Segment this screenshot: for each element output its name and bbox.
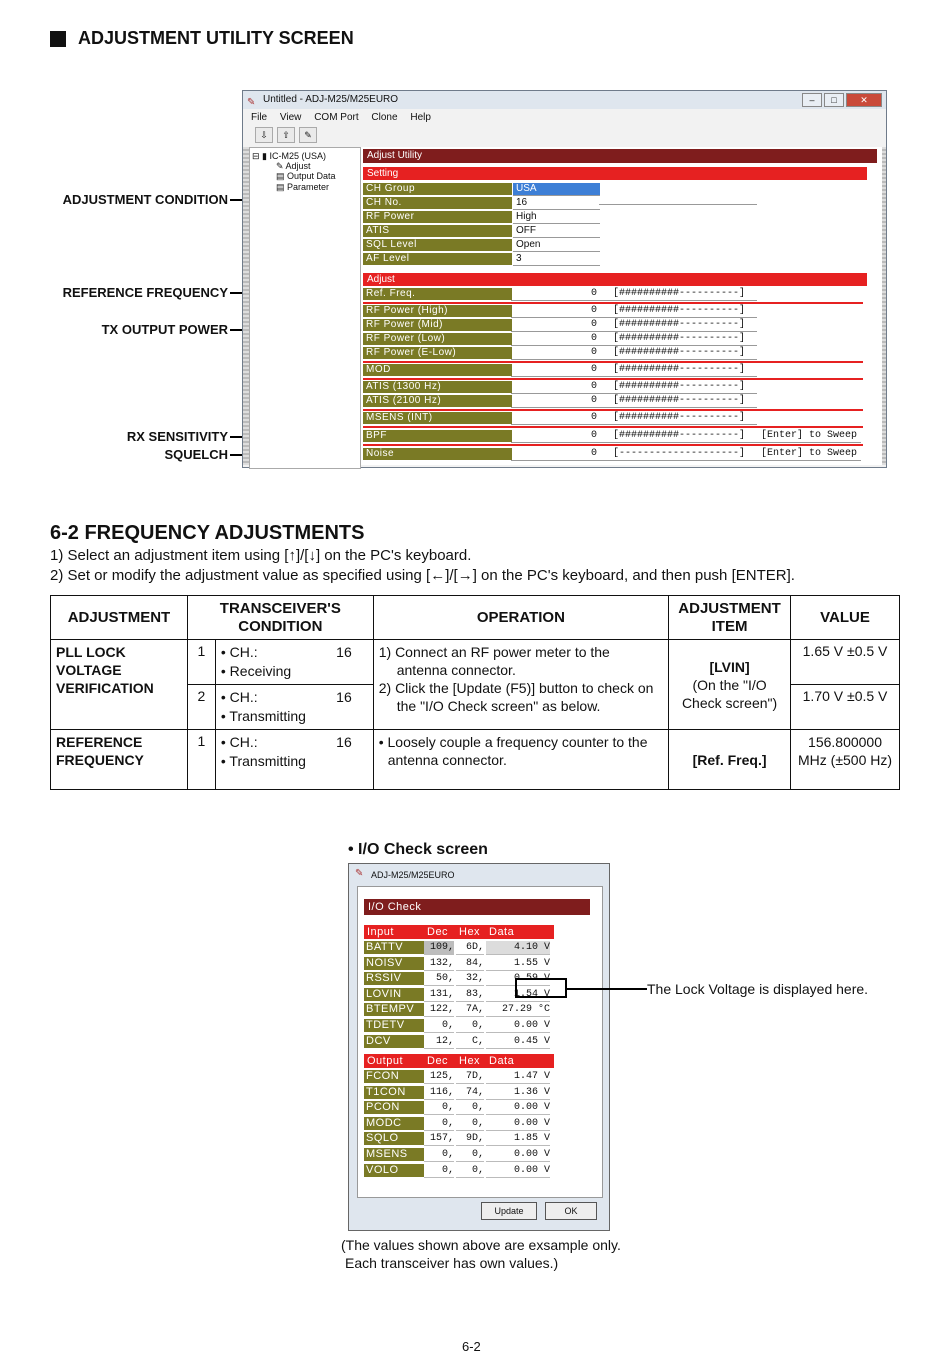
adjust-row-label[interactable]: RF Power (High) [363, 305, 512, 317]
io-signal-name: T1CON [364, 1086, 424, 1099]
adjust-row-value: 0 [591, 430, 598, 441]
io-signal-name: FCON [364, 1070, 424, 1083]
adjust-row-value: 0 [591, 448, 598, 459]
adjust-row-value: 0 [591, 305, 598, 316]
setting-title: Setting [363, 167, 867, 180]
adjust-row-bar: [##########----------] [613, 430, 746, 441]
menu-bar [243, 110, 886, 126]
io-cell-value: 0, [424, 1164, 454, 1178]
io-cell-value: 0.00 V [486, 1164, 550, 1178]
row-underline [511, 424, 757, 425]
col-operation: OPERATION [373, 596, 668, 640]
io-window-title: ADJ-M25/M25EURO [371, 870, 455, 880]
io-signal-name: SQLO [364, 1132, 424, 1145]
ref-name: REFERENCE FREQUENCY [51, 730, 188, 790]
io-col-header: Dec [427, 1055, 449, 1067]
setting-label: CH Group [363, 183, 512, 195]
adjust-row-label[interactable]: RF Power (E-Low) [363, 347, 512, 359]
adjustment-table [50, 595, 900, 790]
menu-help[interactable]: Help [410, 112, 431, 123]
io-cell-value: 157, [424, 1132, 454, 1146]
io-cell-value: 0, [456, 1117, 484, 1131]
adjust-row-bar: [##########----------] [613, 381, 746, 392]
tree-item-adjust[interactable]: ✎ Adjust [276, 161, 311, 171]
ref-cond1: • CH.: 16 • Transmitting [215, 730, 373, 790]
row-underline [511, 376, 757, 377]
pll-cond2: • CH.: 16 • Transmitting [215, 685, 373, 730]
adjust-row-bar: [##########----------] [613, 412, 746, 423]
close-icon[interactable]: ✕ [846, 93, 882, 107]
io-cell-value: 125, [424, 1070, 454, 1084]
adjust-icon[interactable]: ✎ [299, 127, 317, 143]
setting-value[interactable]: 16 [513, 197, 600, 210]
row-separator [363, 426, 863, 428]
adjust-row-action[interactable]: [Enter] to Sweep [761, 448, 858, 459]
toolbar [243, 127, 886, 145]
adjust-row-label[interactable]: ATIS (2100 Hz) [363, 395, 512, 407]
step-1: 1) Select an adjustment item using [↑]/[↓] on the PC's keyboard. [50, 547, 472, 564]
io-cell-value: 12, [424, 1035, 454, 1049]
row-separator [363, 444, 863, 446]
square-bullet-icon [50, 31, 66, 47]
io-cell-value: 0, [424, 1019, 454, 1033]
col-condition: TRANSCEIVER'S CONDITION [187, 596, 373, 640]
adjust-row-value: 0 [591, 347, 598, 358]
io-cell-value: 0.00 V [486, 1117, 550, 1131]
io-col-header: Output [367, 1055, 404, 1067]
io-cell-value: 131, [424, 988, 454, 1002]
adjust-row-bar: [##########----------] [613, 333, 746, 344]
setting-label: SQL Level [363, 239, 512, 251]
io-col-header: Dec [427, 926, 449, 938]
io-cell-value: 0, [424, 1117, 454, 1131]
row-separator [363, 361, 863, 363]
setting-label: CH No. [363, 197, 512, 209]
io-cell-value: 50, [424, 972, 454, 986]
ref-item: [Ref. Freq.] [669, 730, 791, 790]
ok-button[interactable]: OK [545, 1202, 597, 1220]
adjust-utility-window [242, 90, 887, 468]
io-signal-name: PCON [364, 1101, 424, 1114]
tree-root[interactable]: ⊟ ▮ IC-M25 (USA) [252, 151, 327, 161]
callout-squelch: SQUELCH [164, 447, 228, 462]
menu-view[interactable]: View [279, 112, 302, 123]
adjust-row-label[interactable]: RF Power (Low) [363, 333, 512, 345]
section-header [50, 28, 354, 49]
adjust-panel [361, 147, 882, 465]
io-signal-name: VOLO [364, 1164, 424, 1177]
adjust-row-value: 0 [591, 288, 598, 299]
callout-tx-output-power: TX OUTPUT POWER [101, 322, 228, 337]
adjust-row-label[interactable]: MOD [363, 364, 512, 376]
io-cell-value: 0, [456, 1164, 484, 1178]
io-cell-value: 1.47 V [486, 1070, 550, 1084]
leader-line [567, 988, 647, 990]
io-cell-value: 4.10 V [486, 941, 550, 955]
col-item: ADJUSTMENT ITEM [669, 596, 791, 640]
adjust-title: Adjust [363, 273, 867, 286]
adjust-row-action[interactable]: [Enter] to Sweep [761, 430, 858, 441]
callout-adjustment-condition: ADJUSTMENT CONDITION [62, 192, 228, 207]
io-cell-value: 0.45 V [486, 1035, 550, 1049]
io-cell-value: 0.00 V [486, 1148, 550, 1162]
io-cell-value: 0, [424, 1148, 454, 1162]
row-separator [363, 409, 863, 411]
setting-value[interactable]: High [513, 211, 600, 224]
adjust-row-label[interactable]: Ref. Freq. [363, 288, 512, 300]
ref-operation: • Loosely couple a frequency counter to the antenna connector. [373, 730, 668, 790]
adjust-row-value: 0 [591, 319, 598, 330]
setting-value[interactable]: Open [513, 239, 600, 252]
adjust-row-bar: [##########----------] [613, 364, 746, 375]
io-cell-value: 0.00 V [486, 1019, 550, 1033]
col-adjustment: ADJUSTMENT [51, 596, 188, 640]
row-underline [511, 345, 757, 346]
divider [599, 204, 757, 205]
tree-item-parameter[interactable]: ▤ Parameter [276, 182, 330, 192]
io-check-caption: • I/O Check screen [348, 841, 488, 858]
callout-rx-sensitivity: RX SENSITIVITY [126, 429, 228, 444]
setting-label: RF Power [363, 211, 512, 223]
io-cell-value: 1.36 V [486, 1086, 550, 1100]
io-col-header: Input [367, 926, 394, 938]
adjust-row-value: 0 [591, 333, 598, 344]
io-cell-value: 7A, [456, 1003, 484, 1017]
adjust-row-label[interactable]: ATIS (1300 Hz) [363, 381, 512, 393]
io-signal-name: DCV [364, 1035, 424, 1048]
setting-label: ATIS [363, 225, 512, 237]
adjust-row-bar: [##########----------] [613, 395, 746, 406]
io-cell-value: 7D, [456, 1070, 484, 1084]
adjust-row-value: 0 [591, 364, 598, 375]
tree-item-output-data[interactable]: ▤ Output Data [276, 171, 336, 181]
window-titlebar [243, 91, 886, 109]
row-underline [511, 460, 861, 461]
io-signal-name: BTEMPV [364, 1003, 424, 1016]
io-cell-value: 84, [456, 957, 484, 971]
io-signal-name: TDETV [364, 1019, 424, 1032]
io-cell-value: 1.85 V [486, 1132, 550, 1146]
io-check-window [348, 863, 610, 1231]
io-cell-value: 0, [456, 1019, 484, 1033]
row-underline [511, 359, 757, 360]
pll-operation: 1) Connect an RF power meter to the antenna connector. 2) Click the [Update (F5)] button to check on the "I/O Check screen" as below. [373, 640, 668, 730]
setting-value[interactable]: OFF [513, 225, 600, 238]
io-cell-value: 9D, [456, 1132, 484, 1146]
io-table-header [364, 925, 554, 939]
left-scrollbar[interactable] [243, 147, 249, 465]
row-separator [363, 378, 863, 380]
adjust-row-bar: [##########----------] [613, 288, 746, 299]
io-cell-value: 74, [456, 1086, 484, 1100]
minimize-icon[interactable]: – [802, 93, 822, 107]
io-panel [357, 886, 603, 1198]
io-signal-name: LOVIN [364, 988, 424, 1001]
pll-cond2-num: 2 [187, 685, 215, 730]
io-signal-name: MODC [364, 1117, 424, 1130]
io-cell-value: 0, [424, 1101, 454, 1115]
adjust-row-bar: [##########----------] [613, 305, 746, 316]
read-icon[interactable]: ⇩ [255, 127, 273, 143]
io-table-header [364, 1054, 554, 1068]
section-title: 6-2 FREQUENCY ADJUSTMENTS [50, 522, 365, 544]
io-cell-value: 0.00 V [486, 1101, 550, 1115]
row-underline [511, 407, 757, 408]
io-cell-value: 116, [424, 1086, 454, 1100]
io-signal-name: NOISV [364, 957, 424, 970]
adjust-row-label[interactable]: Noise [363, 448, 512, 460]
pll-cond1: • CH.: 16 • Receiving [215, 640, 373, 685]
panel-title: Adjust Utility [363, 149, 877, 163]
io-cell-value: 27.29 °C [486, 1003, 550, 1017]
io-col-header: Hex [459, 926, 481, 938]
pll-item: [LVIN] (On the "I/O Check screen") [669, 640, 791, 730]
pll-name: PLL LOCK VOLTAGE VERIFICATION [51, 640, 188, 730]
ref-cond1-num: 1 [187, 730, 215, 790]
adjust-row-label[interactable]: RF Power (Mid) [363, 319, 512, 331]
update-button[interactable]: Update [481, 1202, 537, 1220]
io-cell-value: 83, [456, 988, 484, 1002]
menu-file[interactable]: File [251, 112, 268, 123]
io-panel-title: I/O Check [364, 899, 590, 915]
adjust-row-value: 0 [591, 412, 598, 423]
write-icon[interactable]: ⇧ [277, 127, 295, 143]
step-2: 2) Set or modify the adjustment value as specified using [←]/[→] on the PC's keyboard, and then push [ENTER]. [50, 567, 795, 584]
io-cell-value: 0.59 V [486, 972, 550, 986]
io-signal-name: MSENS [364, 1148, 424, 1161]
io-col-header: Hex [459, 1055, 481, 1067]
row-underline [511, 442, 861, 443]
row-underline [511, 331, 757, 332]
io-cell-value: 1.54 V [486, 988, 550, 1002]
io-cell-value: 109, [424, 941, 454, 955]
io-cell-value: 1.55 V [486, 957, 550, 971]
io-cell-value: 132, [424, 957, 454, 971]
pll-cond1-num: 1 [187, 640, 215, 685]
io-signal-name: RSSIV [364, 972, 424, 985]
callout-reference-frequency: REFERENCE FREQUENCY [62, 285, 228, 300]
section-header-text: ADJUSTMENT UTILITY SCREEN [78, 28, 354, 48]
adjust-row-value: 0 [591, 395, 598, 406]
adjust-row-bar: [--------------------] [613, 448, 746, 459]
row-underline [511, 393, 757, 394]
pll-value1: 1.65 V ±0.5 V [791, 640, 900, 685]
app-icon: ✎ [247, 97, 256, 108]
io-cell-value: C, [456, 1035, 484, 1049]
adjust-row-bar: [##########----------] [613, 347, 746, 358]
page-number: 6-2 [462, 1339, 481, 1354]
window-title: Untitled - ADJ-M25/M25EURO [263, 94, 399, 105]
io-cell-value: 32, [456, 972, 484, 986]
maximize-icon[interactable]: □ [824, 93, 844, 107]
example-note: (The values shown above are exsample only. Each transceiver has own values.) [341, 1237, 621, 1271]
col-value: VALUE [791, 596, 900, 640]
pll-value2: 1.70 V ±0.5 V [791, 685, 900, 730]
row-underline [511, 300, 757, 301]
lock-voltage-highlight [515, 978, 567, 998]
setting-value[interactable]: USA [513, 183, 600, 196]
io-col-header: Data [489, 1055, 515, 1067]
menu-com-port[interactable]: COM Port [314, 112, 359, 123]
io-cell-value: 0, [456, 1148, 484, 1162]
adjust-row-bar: [##########----------] [613, 319, 746, 330]
setting-label: AF Level [363, 253, 512, 265]
io-cell-value: 0, [456, 1101, 484, 1115]
adjust-row-label[interactable]: BPF [363, 430, 512, 442]
row-underline [511, 317, 757, 318]
adjust-row-value: 0 [591, 381, 598, 392]
ref-value: 156.800000 MHz (±500 Hz) [791, 730, 900, 790]
io-col-header: Data [489, 926, 515, 938]
adjust-row-label[interactable]: MSENS (INT) [363, 412, 512, 424]
menu-clone[interactable]: Clone [371, 112, 398, 123]
app-icon: ✎ [355, 868, 364, 879]
io-cell-value: 122, [424, 1003, 454, 1017]
io-signal-name: BATTV [364, 941, 424, 954]
setting-value[interactable]: 3 [513, 253, 600, 266]
lock-voltage-caption: The Lock Voltage is displayed here. [647, 981, 869, 997]
tree-view [249, 147, 361, 469]
io-cell-value: 6D, [456, 941, 484, 955]
row-separator [363, 302, 863, 304]
